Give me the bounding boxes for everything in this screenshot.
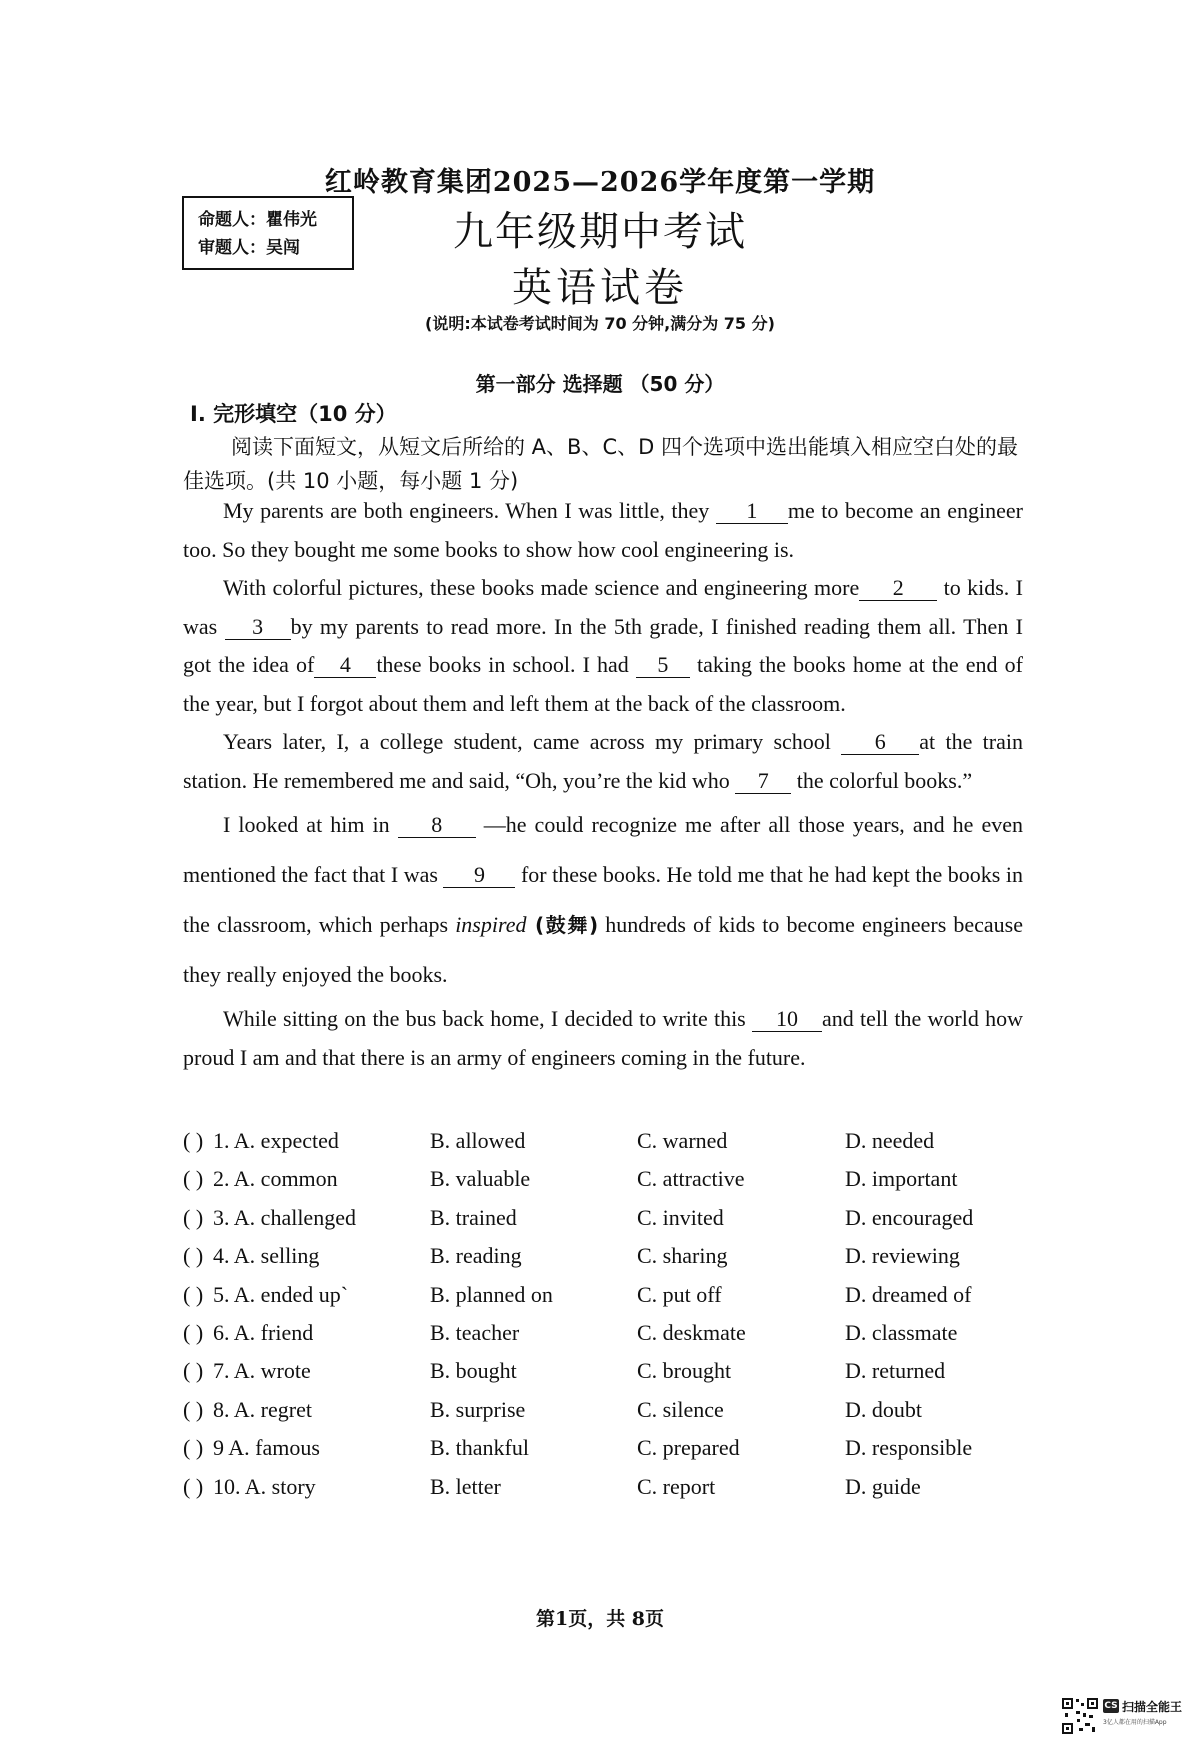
- option-row-6: [183, 1320, 1043, 1358]
- answer-bracket[interactable]: ( ): [183, 1128, 204, 1153]
- option-row-3: [183, 1205, 1043, 1243]
- passage-text: Years later, I, a college student, came across my primary school: [223, 729, 842, 754]
- passage-text: me to become an engineer too. So they bought me some books to show how cool engineering is.: [183, 498, 1023, 562]
- option-d: D. dreamed of: [845, 1281, 972, 1307]
- school-term-heading: 红岭教育集团2025—2026学年度第一学期: [324, 167, 876, 198]
- passage-paragraph-3: [183, 723, 1023, 800]
- option-d: D. important: [845, 1166, 958, 1192]
- chinese-gloss: (鼓舞): [526, 913, 599, 937]
- watermark-tagline: 3亿人都在用的扫描App: [1103, 1719, 1167, 1726]
- answer-options: [183, 1128, 1043, 1512]
- answer-bracket[interactable]: ( ): [183, 1319, 204, 1345]
- answer-bracket[interactable]: ( ): [183, 1166, 204, 1192]
- option-d: D. returned: [845, 1358, 946, 1384]
- option-a: 5. A. ended up`: [213, 1281, 349, 1307]
- blank-10: 10: [752, 1007, 822, 1032]
- option-row-10: [183, 1474, 1043, 1512]
- passage-text: I looked at him in: [223, 812, 398, 837]
- blank-1: 1: [716, 499, 788, 524]
- passage-paragraph-4: [183, 800, 1023, 1000]
- option-a: 9 A. famous: [213, 1435, 320, 1461]
- option-d: D. reviewing: [845, 1243, 960, 1269]
- passage-text: With colorful pictures, these books made science and engineering more: [223, 575, 860, 600]
- section-instructions: 阅读下面短文，从短文后所给的 A、B、C、D 四个选项中选出能填入相应空白处的最佳选项。(共 10 小题，每小题 1 分): [183, 435, 1018, 493]
- option-c: C. deskmate: [637, 1319, 746, 1345]
- option-c: C. invited: [637, 1204, 724, 1230]
- answer-bracket[interactable]: ( ): [183, 1435, 204, 1461]
- exam-title: 九年级期中考试: [453, 209, 747, 255]
- option-d: D. guide: [845, 1473, 921, 1499]
- cloze-passage: [183, 492, 1023, 1077]
- option-a: 7. A. wrote: [213, 1358, 311, 1384]
- question-reviewer: 审题人：吴闯: [198, 238, 300, 258]
- passage-paragraph-5: [183, 1000, 1023, 1077]
- option-row-2: [183, 1166, 1043, 1204]
- option-b: B. trained: [430, 1204, 517, 1230]
- option-d: D. classmate: [845, 1319, 958, 1345]
- option-c: C. brought: [637, 1358, 732, 1384]
- option-c: C. put off: [637, 1281, 722, 1307]
- option-b: B. surprise: [430, 1396, 526, 1422]
- page-number: 第1页，共 8页: [535, 1608, 665, 1630]
- qr-code-icon: [1061, 1697, 1099, 1735]
- passage-paragraph-2: [183, 569, 1023, 723]
- option-a: 2. A. common: [213, 1166, 338, 1192]
- passage-text: the colorful books.”: [791, 767, 973, 793]
- option-row-4: [183, 1243, 1043, 1281]
- blank-7: 7: [735, 769, 791, 794]
- option-b: B. teacher: [430, 1319, 520, 1345]
- scanner-watermark: [1061, 1697, 1197, 1737]
- passage-text: for these books. He told me that he had kept the books in the classroom, which perhaps: [183, 862, 1023, 937]
- option-d: D. needed: [845, 1128, 935, 1153]
- option-a: 3. A. challenged: [213, 1204, 356, 1230]
- exam-subtitle: 英语试卷: [512, 265, 688, 311]
- passage-text: hundreds of kids to become engineers because they really enjoyed the books.: [183, 912, 1023, 987]
- blank-9: 9: [443, 863, 515, 888]
- question-setter: 命题人：瞿伟光: [198, 210, 317, 230]
- option-a: 6. A. friend: [213, 1319, 314, 1345]
- option-b: B. valuable: [430, 1166, 531, 1192]
- inspired-word: inspired: [455, 912, 527, 937]
- option-c: C. silence: [637, 1396, 724, 1422]
- option-b: B. bought: [430, 1358, 517, 1384]
- option-c: C. attractive: [637, 1166, 745, 1192]
- watermark-app-name: 扫描全能王: [1122, 1700, 1183, 1714]
- passage-text: at the train station. He remembered me and said, “Oh, you’re the kid who: [183, 729, 1023, 793]
- option-c: C. prepared: [637, 1435, 740, 1461]
- answer-bracket[interactable]: ( ): [183, 1396, 204, 1422]
- passage-text: by my parents to read more. In the 5th grade, I finished reading them all. Then I got the idea of: [183, 613, 1024, 677]
- blank-6: 6: [841, 730, 919, 755]
- option-b: B. allowed: [430, 1128, 526, 1153]
- answer-bracket[interactable]: ( ): [183, 1281, 204, 1307]
- answer-bracket[interactable]: ( ): [183, 1204, 204, 1230]
- option-d: D. responsible: [845, 1435, 973, 1461]
- blank-4: 4: [314, 653, 376, 678]
- passage-text: these books in school. I had: [376, 652, 636, 677]
- passage-text: taking the books home at the end of the year, but I forgot about them and left them at the back of the classroom.: [183, 652, 1023, 716]
- option-c: C. warned: [637, 1128, 728, 1153]
- option-row-5: [183, 1282, 1043, 1320]
- option-a: 10. A. story: [213, 1473, 316, 1499]
- option-c: C. sharing: [637, 1243, 728, 1269]
- answer-bracket[interactable]: ( ): [183, 1243, 204, 1269]
- blank-5: 5: [636, 653, 690, 678]
- option-b: B. thankful: [430, 1435, 529, 1461]
- answer-bracket[interactable]: ( ): [183, 1358, 204, 1384]
- blank-3: 3: [225, 615, 291, 640]
- exam-note: (说明:本试卷考试时间为 70 分钟,满分为 75 分): [425, 314, 775, 333]
- passage-text: My parents are both engineers. When I was little, they: [223, 498, 716, 523]
- passage-text: While sitting on the bus back home, I decided to write this: [223, 1006, 753, 1031]
- passage-text: to kids. I was: [183, 575, 1023, 639]
- option-a: 4. A. selling: [213, 1243, 320, 1269]
- option-row-1: [183, 1128, 1043, 1166]
- option-b: B. planned on: [430, 1281, 553, 1307]
- option-row-9: [183, 1435, 1043, 1473]
- passage-text: —he could recognize me after all those years, and he even mentioned the fact that I was: [183, 812, 1023, 887]
- option-row-7: [183, 1358, 1043, 1396]
- blank-2: 2: [859, 576, 937, 601]
- option-row-8: [183, 1397, 1043, 1435]
- option-c: C. report: [637, 1473, 716, 1499]
- option-a: 8. A. regret: [213, 1396, 312, 1422]
- section-heading: Ⅰ. 完形填空（10 分）: [190, 402, 397, 426]
- option-b: B. letter: [430, 1473, 501, 1499]
- option-b: B. reading: [430, 1243, 522, 1269]
- option-a: 1. A. expected: [213, 1128, 339, 1153]
- part-heading: 第一部分 选择题 （50 分）: [475, 372, 725, 396]
- passage-paragraph-1: [183, 492, 1023, 569]
- camscanner-logo: CS: [1104, 1701, 1118, 1711]
- blank-8: 8: [398, 813, 476, 838]
- option-d: D. doubt: [845, 1396, 922, 1422]
- passage-text: and tell the world how proud I am and that there is an army of engineers coming in the future.: [183, 1006, 1023, 1070]
- option-d: D. encouraged: [845, 1204, 974, 1230]
- answer-bracket[interactable]: ( ): [183, 1473, 204, 1499]
